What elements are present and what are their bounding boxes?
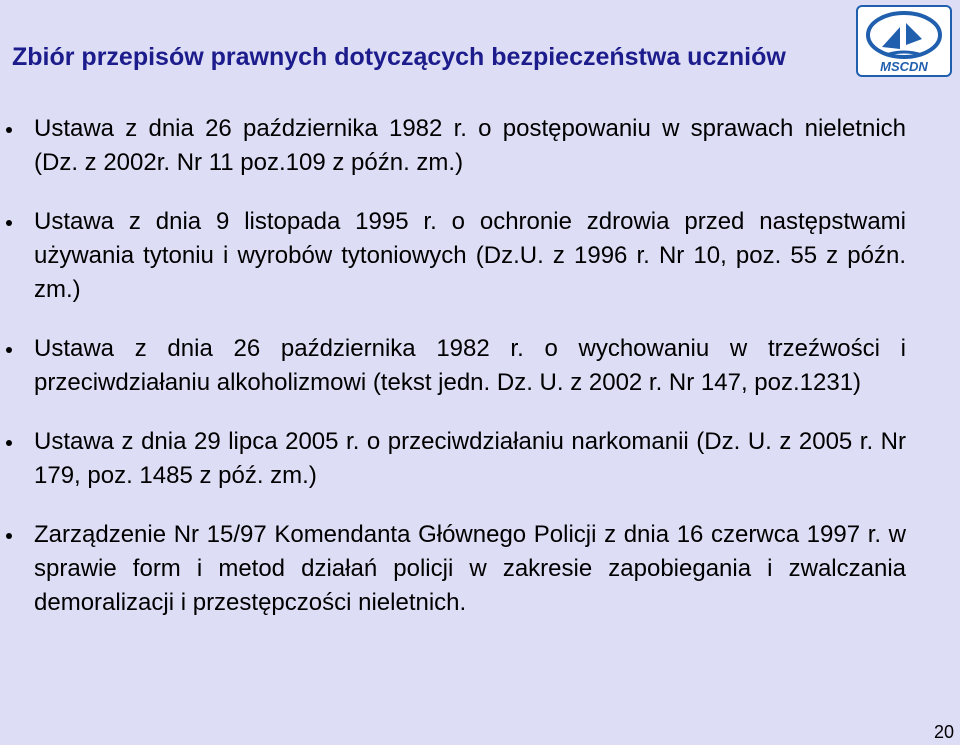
list-item <box>0 205 906 307</box>
list-item <box>0 425 906 493</box>
bullet-icon <box>6 127 12 133</box>
bullet-icon <box>6 220 12 226</box>
list-item-text: Ustawa z dnia 26 października 1982 r. o postępowaniu w sprawach nieletnich (Dz. z 2002r. Nr 11 poz.109 z późn. zm.) <box>34 115 906 176</box>
bullet-icon <box>6 440 12 446</box>
list-item-text: Ustawa z dnia 9 listopada 1995 r. o ochronie zdrowia przed następstwami używania tytoniu i wyrobów tytoniowych (Dz.U. z 1996 r. Nr 10, poz. 55 z późn. zm.) <box>34 208 906 303</box>
list-item <box>0 112 906 180</box>
list-item <box>0 332 906 400</box>
regulations-list <box>0 112 960 645</box>
page-number: 20 <box>933 722 954 742</box>
list-item-text: Ustawa z dnia 29 lipca 2005 r. o przeciwdziałaniu narkomanii (Dz. U. z 2005 r. Nr 179, poz. 1485 z póź. zm.) <box>34 428 906 489</box>
list-item-text: Ustawa z dnia 26 października 1982 r. o wychowaniu w trzeźwości i przeciwdziałaniu alkoholizmowi (tekst jedn. Dz. U. z 2002 r. Nr 147, poz.1231) <box>34 335 906 396</box>
list-item <box>0 518 906 620</box>
logo-text: MSCDN <box>880 59 928 74</box>
list-item-text: Zarządzenie Nr 15/97 Komendanta Głównego Policji z dnia 16 czerwca 1997 r. w sprawie form i metod działań policji w zakresie zapobiegania i zwalczania demoralizacji i przestępczości nieletnich. <box>34 521 906 616</box>
bullet-icon <box>6 347 12 353</box>
mscdn-logo <box>856 5 952 77</box>
slide-title: Zbiór przepisów prawnych dotyczących bezpieczeństwa uczniów <box>12 43 786 71</box>
bullet-icon <box>6 533 12 539</box>
